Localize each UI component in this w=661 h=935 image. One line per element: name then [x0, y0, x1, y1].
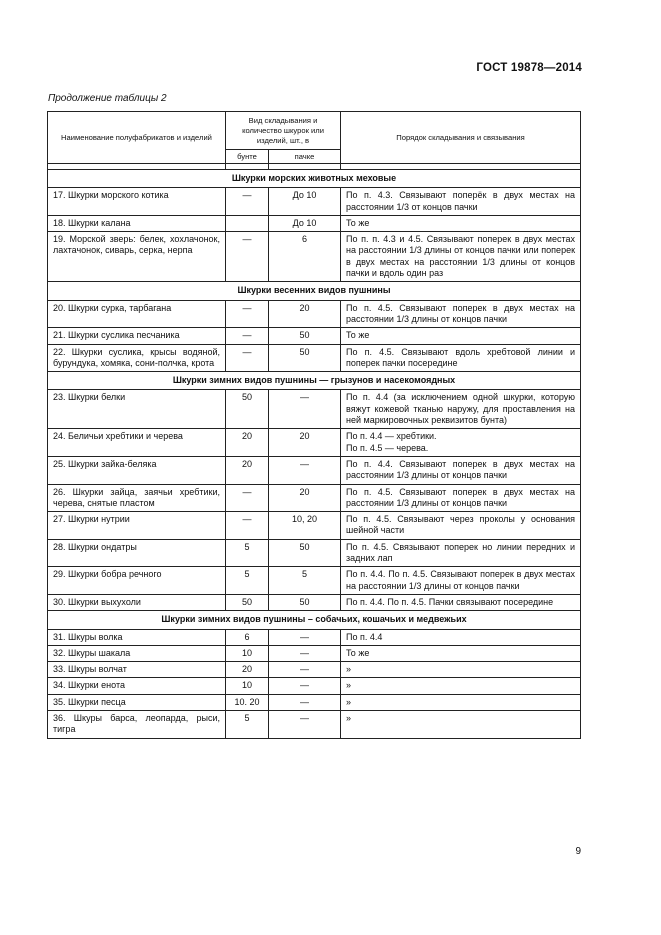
cell-bunt: — — [226, 328, 269, 344]
cell-pachka: 20 — [269, 429, 341, 457]
cell-bunt: — — [226, 512, 269, 540]
table-row — [48, 429, 581, 457]
cell-order: » — [341, 710, 581, 738]
table-row — [48, 456, 581, 484]
cell-order: По п. 4.4. Связывают поперек в двух местах на расстоянии 1/3 длины от концов пачки — [341, 456, 581, 484]
table-row — [48, 539, 581, 567]
cell-name: 20. Шкурки сурка, тарбагана — [48, 300, 226, 328]
header-bunt: бунте — [226, 150, 269, 164]
cell-order: По п. 4.5. Связывают вдоль хребтовой линии и поперек пачки посередине — [341, 344, 581, 372]
cell-name: 19. Морской зверь: белек, хохлачонок, лахтачонок, сиварь, серка, нерпа — [48, 232, 226, 282]
table-body — [48, 170, 581, 739]
cell-pachka: — — [269, 629, 341, 645]
cell-bunt: — — [226, 484, 269, 512]
cell-name: 27. Шкурки нутрии — [48, 512, 226, 540]
cell-order: По п. 4.5. Связывают поперек в двух местах на расстоянии 1/3 длины от концов пачки — [341, 484, 581, 512]
section-title: Шкурки зимних видов пушнины – собачьих, кошачьих и медвежьих — [48, 611, 581, 629]
cell-order: То же — [341, 328, 581, 344]
cell-pachka: 5 — [269, 567, 341, 595]
table-row — [48, 710, 581, 738]
cell-order: По п. 4.5. Связывают через проколы у основания шейной части — [341, 512, 581, 540]
header-name: Наименование полуфабрикатов и изделий — [48, 112, 226, 164]
table-row — [48, 300, 581, 328]
cell-bunt: 20 — [226, 456, 269, 484]
section-title: Шкурки зимних видов пушнины — грызунов и насекомоядных — [48, 372, 581, 390]
cell-bunt: 10 — [226, 645, 269, 661]
cell-order: » — [341, 662, 581, 678]
cell-pachka: 6 — [269, 232, 341, 282]
cell-order: По п. 4.5. Связывают поперек в двух местах на расстоянии 1/3 длины от концов пачки — [341, 300, 581, 328]
cell-name: 33. Шкуры волчат — [48, 662, 226, 678]
cell-name: 18. Шкурки калана — [48, 215, 226, 231]
cell-pachka: — — [269, 694, 341, 710]
cell-bunt: 50 — [226, 390, 269, 429]
table-row — [48, 484, 581, 512]
cell-pachka: — — [269, 662, 341, 678]
cell-order: По п. 4.5. Связывают поперек но линии передних и задних лап — [341, 539, 581, 567]
cell-name: 35. Шкурки песца — [48, 694, 226, 710]
table-row — [48, 629, 581, 645]
cell-pachka: — — [269, 390, 341, 429]
cell-order: По п. 4.4 — [341, 629, 581, 645]
cell-name: 22. Шкурки суслика, крысы водяной, бурундука, хомяка, сони-полчка, крота — [48, 344, 226, 372]
cell-name: 24. Беличьи хребтики и черева — [48, 429, 226, 457]
cell-bunt: — — [226, 232, 269, 282]
cell-name: 23. Шкурки белки — [48, 390, 226, 429]
cell-order: То же — [341, 215, 581, 231]
cell-bunt — [226, 215, 269, 231]
section-header-row — [48, 611, 581, 629]
cell-bunt: 6 — [226, 629, 269, 645]
cell-order: По п. 4.4. По п. 4.5. Пачки связывают посередине — [341, 594, 581, 610]
table-row — [48, 390, 581, 429]
cell-name: 21. Шкурки суслика песчаника — [48, 328, 226, 344]
cell-bunt: — — [226, 188, 269, 216]
cell-order: » — [341, 694, 581, 710]
table-row — [48, 215, 581, 231]
folding-table — [47, 111, 581, 739]
section-header-row — [48, 282, 581, 300]
cell-name: 25. Шкурки зайка-беляка — [48, 456, 226, 484]
cell-pachka: — — [269, 710, 341, 738]
header-fold: Вид складывания и количество шкурок или изделий, шт., в — [226, 112, 341, 150]
cell-pachka: — — [269, 645, 341, 661]
cell-name: 30. Шкурки выхухоли — [48, 594, 226, 610]
cell-pachka: До 10 — [269, 215, 341, 231]
table-row — [48, 694, 581, 710]
table-row — [48, 512, 581, 540]
cell-bunt: — — [226, 300, 269, 328]
table-row — [48, 594, 581, 610]
cell-pachka: 20 — [269, 300, 341, 328]
cell-pachka: 50 — [269, 594, 341, 610]
cell-order: По п. 4.3. Связывают поперёк в двух местах на расстоянии 1/3 от концов пачки — [341, 188, 581, 216]
cell-pachka: — — [269, 456, 341, 484]
cell-name: 29. Шкурки бобра речного — [48, 567, 226, 595]
document-code: ГОСТ 19878—2014 — [476, 62, 582, 74]
table-row — [48, 344, 581, 372]
table-row — [48, 645, 581, 661]
section-header-row — [48, 372, 581, 390]
cell-name: 36. Шкуры барса, леопарда, рыси, тигра — [48, 710, 226, 738]
table-row — [48, 678, 581, 694]
header-order: Порядок складывания и связывания — [341, 112, 581, 164]
cell-order: По п. 4.4. По п. 4.5. Связывают поперек в двух местах на расстоянии 1/3 длины от концов пачки — [341, 567, 581, 595]
cell-bunt: 10. 20 — [226, 694, 269, 710]
cell-pachka: — — [269, 678, 341, 694]
table-row — [48, 232, 581, 282]
cell-bunt: 10 — [226, 678, 269, 694]
cell-name: 26. Шкурки зайца, заячьи хребтики, черева, снятые пластом — [48, 484, 226, 512]
cell-bunt: 20 — [226, 429, 269, 457]
cell-order: » — [341, 678, 581, 694]
cell-name: 17. Шкурки морского котика — [48, 188, 226, 216]
cell-bunt: — — [226, 344, 269, 372]
cell-order: По п. 4.4 — хребтики. По п. 4.5 — черева. — [341, 429, 581, 457]
cell-bunt: 50 — [226, 594, 269, 610]
cell-pachka: 50 — [269, 328, 341, 344]
cell-pachka: 50 — [269, 344, 341, 372]
cell-order: По п. 4.4 (за исключением одной шкурки, которую вяжут кожевой тканью наружу, для проставления на ней маркировочных реквизитов бунта) — [341, 390, 581, 429]
table-row — [48, 662, 581, 678]
cell-name: 34. Шкурки енота — [48, 678, 226, 694]
cell-name: 32. Шкуры шакала — [48, 645, 226, 661]
table-row — [48, 567, 581, 595]
page-number: 9 — [575, 846, 581, 857]
cell-bunt: 5 — [226, 710, 269, 738]
cell-order: То же — [341, 645, 581, 661]
cell-order: По п. п. 4.3 и 4.5. Связывают поперек в двух местах на расстоянии 1/3 длины от концов пачки или поперек в двух местах на расстоянии 1/3 длины от концов пачки и вдоль один раз — [341, 232, 581, 282]
cell-pachka: 10, 20 — [269, 512, 341, 540]
cell-pachka: До 10 — [269, 188, 341, 216]
table-row — [48, 328, 581, 344]
section-title: Шкурки весенних видов пушнины — [48, 282, 581, 300]
cell-bunt: 5 — [226, 567, 269, 595]
header-pachka: пачке — [269, 150, 341, 164]
section-title: Шкурки морских животных меховые — [48, 170, 581, 188]
table-caption: Продолжение таблицы 2 — [48, 93, 167, 104]
cell-pachka: 20 — [269, 484, 341, 512]
cell-bunt: 5 — [226, 539, 269, 567]
cell-name: 31. Шкуры волка — [48, 629, 226, 645]
cell-name: 28. Шкурки ондатры — [48, 539, 226, 567]
cell-pachka: 50 — [269, 539, 341, 567]
section-header-row — [48, 170, 581, 188]
cell-bunt: 20 — [226, 662, 269, 678]
table-row — [48, 188, 581, 216]
